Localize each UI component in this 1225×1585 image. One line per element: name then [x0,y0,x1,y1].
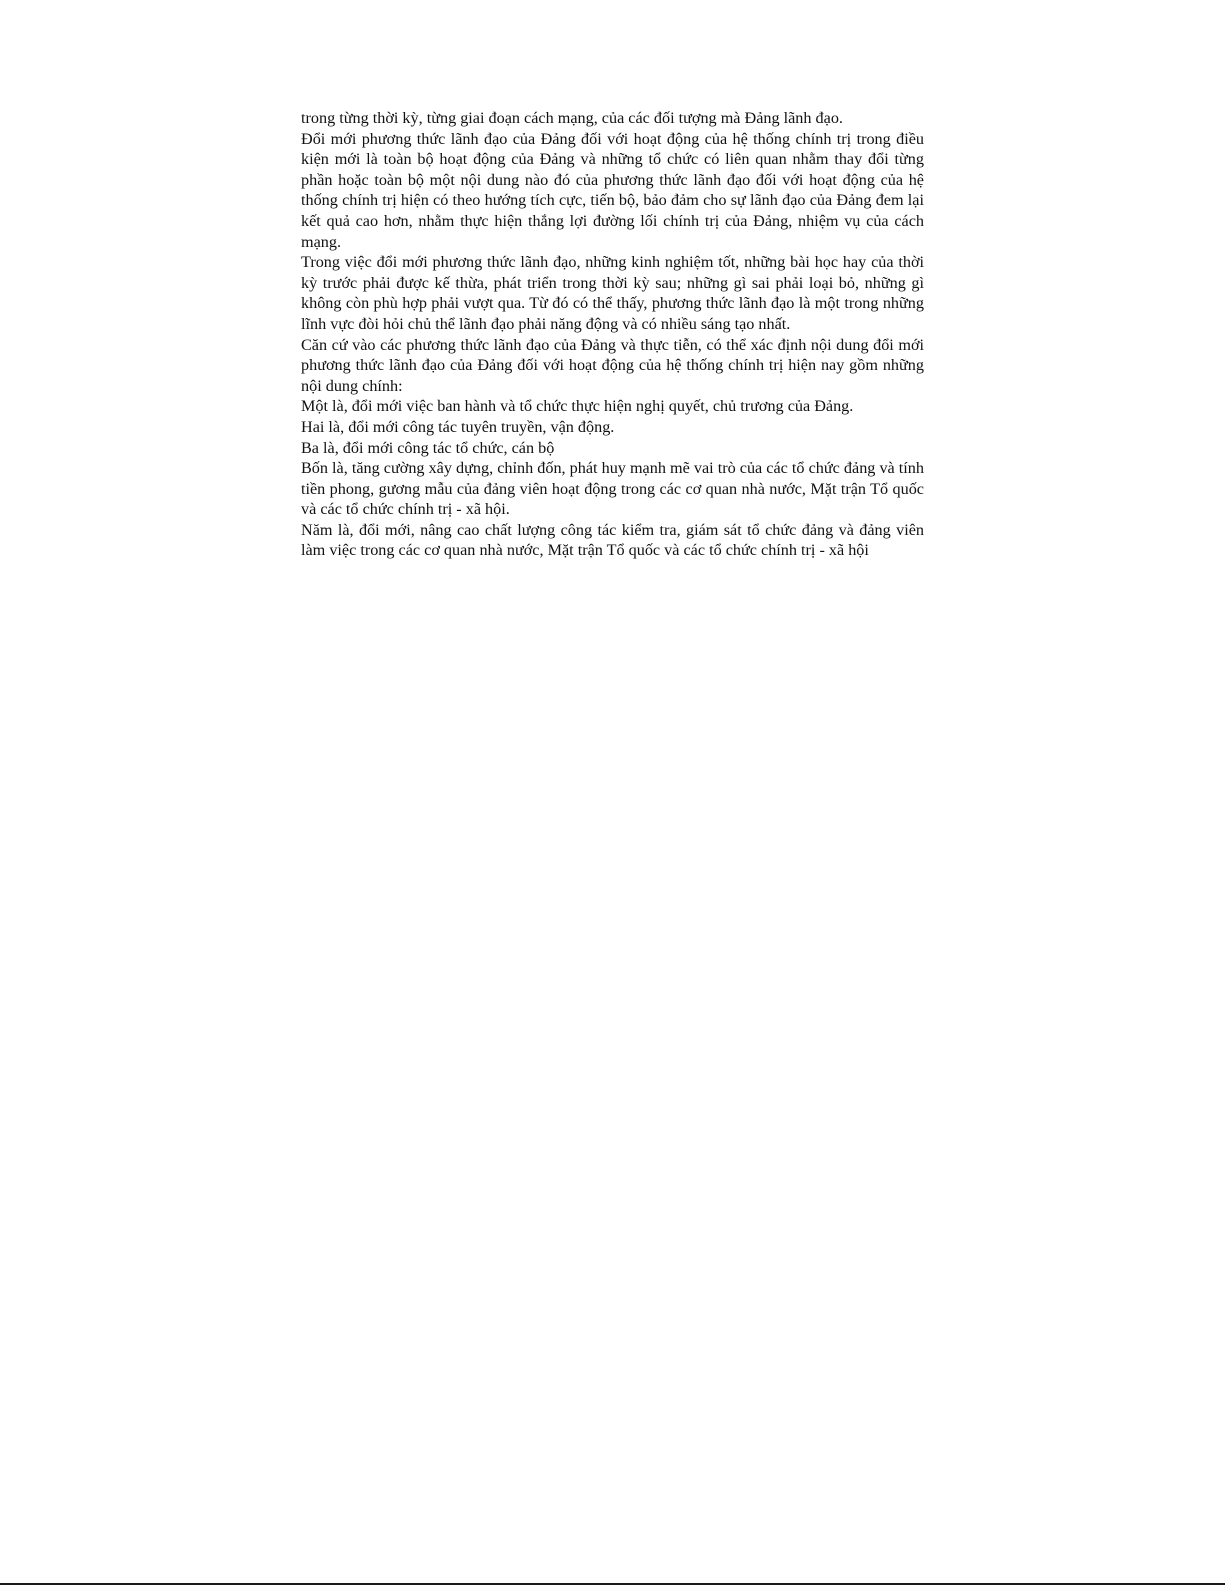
paragraph: Ba là, đổi mới công tác tổ chức, cán bộ [301,438,555,457]
paragraph: Trong việc đổi mới phương thức lãnh đạo, những kinh nghiệm tốt, những bài học hay của thời kỳ trước phải được kế thừa, phát triển trong thời kỳ sau; những gì sai phải loại bỏ, những gì không còn phù hợp phải vượt qua. Từ đó có thể thấy, phương thức lãnh đạo là một trong những lĩnh vực đòi hỏi chủ thể lãnh đạo phải năng động và có nhiều sáng tạo nhất. [301,253,924,333]
paragraph: Một là, đổi mới việc ban hành và tổ chức thực hiện nghị quyết, chủ trương của Đảng. [301,397,854,416]
paragraph: Đổi mới phương thức lãnh đạo của Đảng đối với hoạt động của hệ thống chính trị trong điều kiện mới là toàn bộ hoạt động của Đảng và những tổ chức có liên quan nhằm thay đổi từng phần hoặc toàn bộ một nội dung nào đó của phương thức lãnh đạo đối với hoạt động của hệ thống chính trị hiện có theo hướng tích cực, tiến bộ, bảo đảm cho sự lãnh đạo của Đảng đem lại kết quả cao hơn, nhằm thực hiện thắng lợi đường lối chính trị của Đảng, nhiệm vụ của cách mạng. [301,129,924,251]
paragraph: Căn cứ vào các phương thức lãnh đạo của Đảng và thực tiễn, có thể xác định nội dung đổi mới phương thức lãnh đạo của Đảng đối với hoạt động của hệ thống chính trị hiện nay gồm những nội dung chính: [301,335,924,395]
body-text [301,108,924,561]
paragraph: trong từng thời kỳ, từng giai đoạn cách mạng, của các đối tượng mà Đảng lãnh đạo. [301,109,843,127]
paragraph: Hai là, đổi mới công tác tuyên truyền, vận động. [301,417,615,436]
paragraph: Năm là, đổi mới, nâng cao chất lượng công tác kiểm tra, giám sát tổ chức đảng và đảng viên làm việc trong các cơ quan nhà nước, Mặt trận Tổ quốc và các tổ chức chính trị - xã hội [301,520,924,560]
paragraph: Bốn là, tăng cường xây dựng, chỉnh đốn, phát huy mạnh mẽ vai trò của các tổ chức đảng và tính tiền phong, gương mẫu của đảng viên hoạt động trong các cơ quan nhà nước, Mặt trận Tổ quốc và các tổ chức chính trị - xã hội. [301,459,924,519]
